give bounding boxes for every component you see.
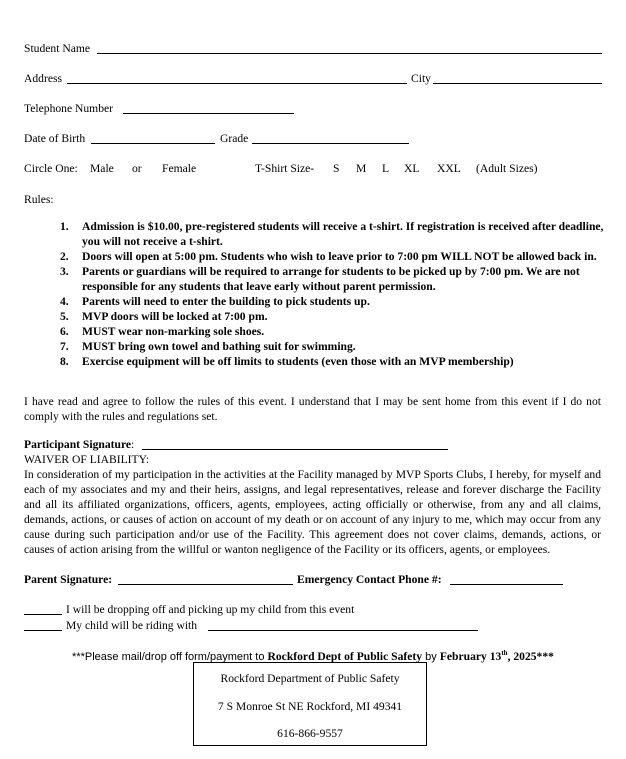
- participant-signature-label: Participant Signature:: [24, 438, 135, 451]
- tshirt-adult-note: (Adult Sizes): [476, 162, 538, 175]
- city-line[interactable]: [433, 83, 602, 84]
- participant-signature-line[interactable]: [142, 449, 448, 450]
- rules-list: [60, 219, 605, 369]
- parent-signature-line[interactable]: [118, 584, 293, 585]
- address-line[interactable]: [67, 83, 407, 84]
- mailing-address-box: [193, 662, 427, 746]
- gender-or-text: or: [132, 162, 142, 175]
- waiver-text: In consideration of my participation in the activities at the Facility managed by MVP Sports Clubs, I hereby, for myself and each of my associates and my and their heirs, assigns, and legal representatives, release and forever discharge the Facility and all its affiliated organizations, officers, agents, employees, acting officially or otherwise, from any and all claims, demands, actions, or causes of action on account of my death or on account of any injury to me, which may occur from any cause during such participation and/or use of the Facility. This agreement does not cover claims, demands, actions, or causes of action arising from the willful or wanton negligence of the Facility or its officers, agents, or employees.: [24, 468, 601, 556]
- parent-signature-label: Parent Signature:: [24, 573, 113, 586]
- dob-label: Date of Birth: [24, 132, 86, 145]
- gender-male-option[interactable]: Male: [90, 162, 114, 175]
- emergency-phone-line[interactable]: [450, 584, 563, 585]
- grade-label: Grade: [220, 132, 249, 145]
- dropoff-text: I will be dropping off and picking up my child from this event: [66, 603, 355, 616]
- tshirt-size-xl[interactable]: XL: [404, 162, 420, 175]
- tshirt-size-l[interactable]: L: [382, 162, 390, 175]
- emergency-phone-label: Emergency Contact Phone #:: [297, 573, 442, 586]
- address-label: Address: [24, 72, 62, 85]
- rule-item: 5. MVP doors will be locked at 7:00 pm.: [60, 310, 268, 323]
- mail-instruction: ***Please mail/drop off form/payment to Rockford Dept of Public Safety by February 13th, 2025***: [72, 649, 554, 663]
- student-name-line[interactable]: [97, 53, 602, 54]
- city-label: City: [411, 72, 431, 85]
- dropoff-check-line[interactable]: [24, 614, 62, 615]
- agreement-text: I have read and agree to follow the rules of this event. I understand that I may be sent home from this event if I do not comply with the rules and regulations set.: [24, 395, 601, 423]
- address-box-line3: 616-866-9557: [277, 727, 343, 740]
- circle-one-label: Circle One:: [24, 162, 78, 175]
- address-box-line2: 7 S Monroe St NE Rockford, MI 49341: [217, 700, 403, 713]
- rule-item: 1. Admission is $10.00, pre-registered students will receive a t-shirt. If registration is received after deadline, you will not receive a t-shirt.: [60, 220, 604, 248]
- rule-item: 6. MUST wear non-marking sole shoes.: [60, 325, 265, 338]
- riding-with-line[interactable]: [208, 630, 478, 631]
- tshirt-size-m[interactable]: M: [356, 162, 367, 175]
- gender-female-option[interactable]: Female: [162, 162, 197, 175]
- rule-item: 7. MUST bring own towel and bathing suit for swimming.: [60, 340, 356, 353]
- telephone-label: Telephone Number: [24, 102, 114, 115]
- riding-with-text: My child will be riding with: [66, 619, 198, 632]
- rule-item: 4. Parents will need to enter the building to pick students up.: [60, 295, 370, 308]
- rule-item: 3. Parents or guardians will be required to arrange for students to be picked up by 7:00 pm. We are not responsible for any students that leave early without parent permission.: [60, 265, 580, 293]
- tshirt-size-s[interactable]: S: [333, 162, 340, 175]
- address-box-line1: Rockford Department of Public Safety: [220, 672, 400, 685]
- rule-item: 2. Doors will open at 5:00 pm. Students who wish to leave prior to 7:00 pm WILL NOT be allowed back in.: [60, 250, 597, 263]
- telephone-line[interactable]: [123, 113, 294, 114]
- dob-line[interactable]: [91, 143, 215, 144]
- riding-check-line[interactable]: [24, 630, 62, 631]
- waiver-title: WAIVER OF LIABILITY:: [24, 453, 150, 466]
- student-name-label: Student Name: [24, 42, 91, 55]
- tshirt-size-xxl[interactable]: XXL: [437, 162, 461, 175]
- grade-line[interactable]: [252, 143, 409, 144]
- rule-item: 8. Exercise equipment will be off limits to students (even those with an MVP membership): [60, 355, 514, 368]
- rules-label: Rules:: [24, 193, 54, 206]
- tshirt-size-label: T-Shirt Size-: [255, 162, 315, 175]
